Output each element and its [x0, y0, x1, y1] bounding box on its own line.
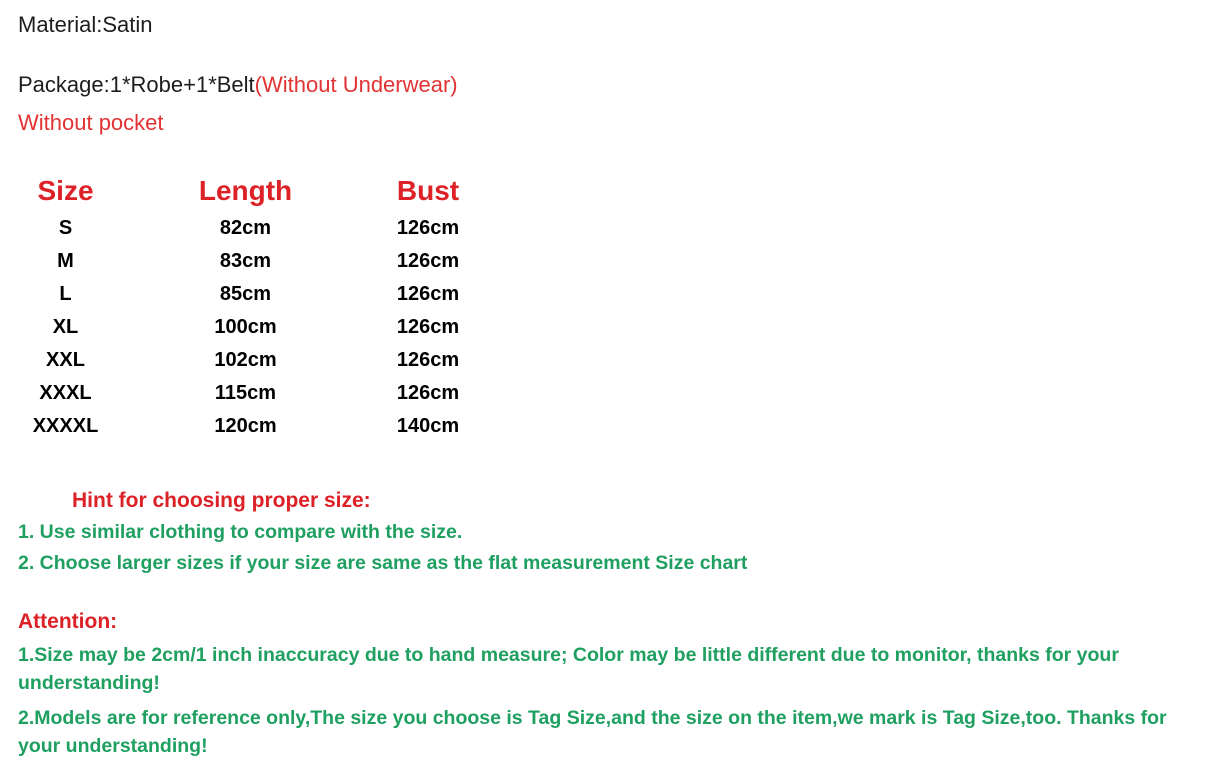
table-cell-bust: 126cm: [396, 316, 460, 338]
package-main-text: Package:1*Robe+1*Belt: [18, 72, 255, 97]
header-cell-length: Length: [198, 175, 293, 206]
table-row: [18, 377, 1185, 410]
table-row: [18, 245, 1185, 278]
table-cell-length: 102cm: [214, 349, 277, 371]
table-cell-bust: 126cm: [396, 349, 460, 371]
table-row: [18, 344, 1185, 377]
size-chart-table: [18, 170, 1185, 443]
table-cell-bust: 126cm: [396, 382, 460, 404]
table-cell-size: XXXL: [39, 382, 92, 404]
table-cell-length: 120cm: [214, 415, 277, 437]
table-cell-size: L: [59, 283, 72, 305]
header-cell-size: Size: [37, 175, 94, 206]
hint-item-2: 2. Choose larger sizes if your size are same as the flat measurement Size chart: [18, 552, 748, 574]
table-cell-length: 100cm: [214, 316, 277, 338]
table-cell-bust: 126cm: [396, 283, 460, 305]
table-cell-length: 82cm: [219, 217, 272, 239]
hint-heading: Hint for choosing proper size:: [72, 489, 371, 512]
package-note-text: (Without Underwear): [254, 72, 458, 97]
table-cell-bust: 126cm: [396, 217, 460, 239]
table-cell-length: 83cm: [219, 250, 272, 272]
material-line: Material:Satin: [18, 12, 153, 37]
table-row: [18, 410, 1185, 443]
attention-heading: Attention:: [18, 610, 118, 633]
attention-section: [18, 609, 1185, 760]
pocket-note-line: Without pocket: [18, 110, 164, 135]
attention-item-1: 1.Size may be 2cm/1 inch inaccuracy due to hand measure; Color may be little different due to monitor, thanks for your understanding!: [18, 644, 1119, 694]
size-chart-header-row: [18, 170, 1185, 212]
table-cell-size: XL: [52, 316, 79, 338]
table-cell-size: S: [58, 217, 73, 239]
table-row: [18, 212, 1185, 245]
table-row: [18, 311, 1185, 344]
package-line: [18, 72, 1185, 98]
table-row: [18, 278, 1185, 311]
table-cell-size: M: [57, 250, 74, 272]
table-cell-length: 85cm: [219, 283, 272, 305]
table-cell-length: 115cm: [214, 382, 277, 404]
table-cell-size: XXL: [46, 349, 85, 371]
table-cell-size: XXXXL: [32, 415, 99, 437]
hint-item-1: 1. Use similar clothing to compare with the size.: [18, 521, 463, 543]
table-cell-bust: 126cm: [396, 250, 460, 272]
attention-item-2: 2.Models are for reference only,The size you choose is Tag Size,and the size on the item,we mark is Tag Size,too. Thanks for your understanding!: [18, 707, 1167, 757]
header-cell-bust: Bust: [396, 175, 460, 206]
table-cell-bust: 140cm: [396, 415, 460, 437]
hint-section: [18, 489, 1185, 575]
